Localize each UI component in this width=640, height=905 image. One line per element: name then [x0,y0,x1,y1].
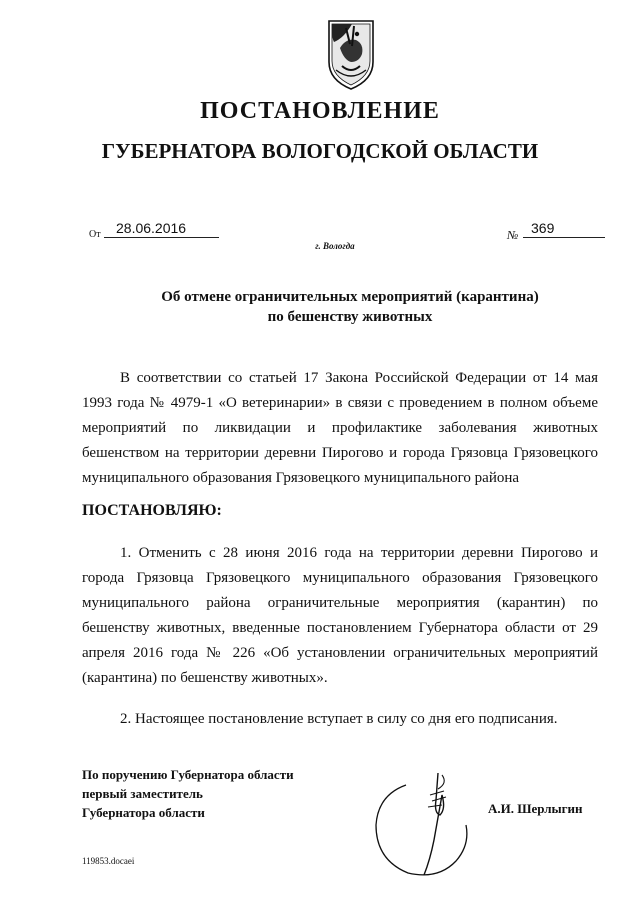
document-subject [0,287,640,327]
document-subtitle: ГУБЕРНАТОРА ВОЛОГОДСКОЙ ОБЛАСТИ [101,139,539,163]
signatory-name: А.И. Шерлыгин [488,801,583,816]
city-label: г. Вологда [315,241,355,251]
signatory-position [82,765,294,822]
document-date: 28.06.2016 [104,219,219,238]
signatory-line-3: Губернатора области [82,805,205,820]
order-item-2: 2. Настоящее постановление вступает в силу со дня его подписания. [120,711,558,727]
vologda-coat-of-arms-emblem [326,18,376,92]
document-file-name: 119853.docaei [82,856,135,866]
subject-line-1: Об отмене ограничительных мероприятий (карантина) [161,289,539,305]
number-label: № [507,228,519,242]
order-item-1: 1. Отменить с 28 июня 2016 года на территории деревни Пирогово и города Грязовца Грязовецкого муниципального образования Грязовецкого муниципального района ограничительные мероприятия (карантин) по бешенству животных, введенные постановлением Губернатора области от 29 апреля 2016 года № 226 «Об установлении ограничительных мероприятий (карантина) по бешенству животных». [82,545,598,686]
date-label: От [89,229,101,240]
subject-line-2: по бешенству животных [267,309,433,325]
document-title: ПОСТАНОВЛЕНИЕ [200,98,440,124]
signatory-line-1: По поручению Губернатора области [82,767,294,782]
preamble-paragraph: В соответствии со статьей 17 Закона Российской Федерации от 14 мая 1993 года № 4979-1 «О ветеринарии» в связи с проведением в полном объеме мероприятий по ликвидации и профилактике заболевания животных бешенством на территории деревни Пирогово и города Грязовца Грязовецкого муниципального образования Грязовецкого муниципального района [82,370,598,486]
order-word: ПОСТАНОВЛЯЮ: [82,502,222,519]
document-number: 369 [523,219,605,238]
signatory-line-2: первый заместитель [82,786,203,801]
handwritten-signature [368,765,478,880]
